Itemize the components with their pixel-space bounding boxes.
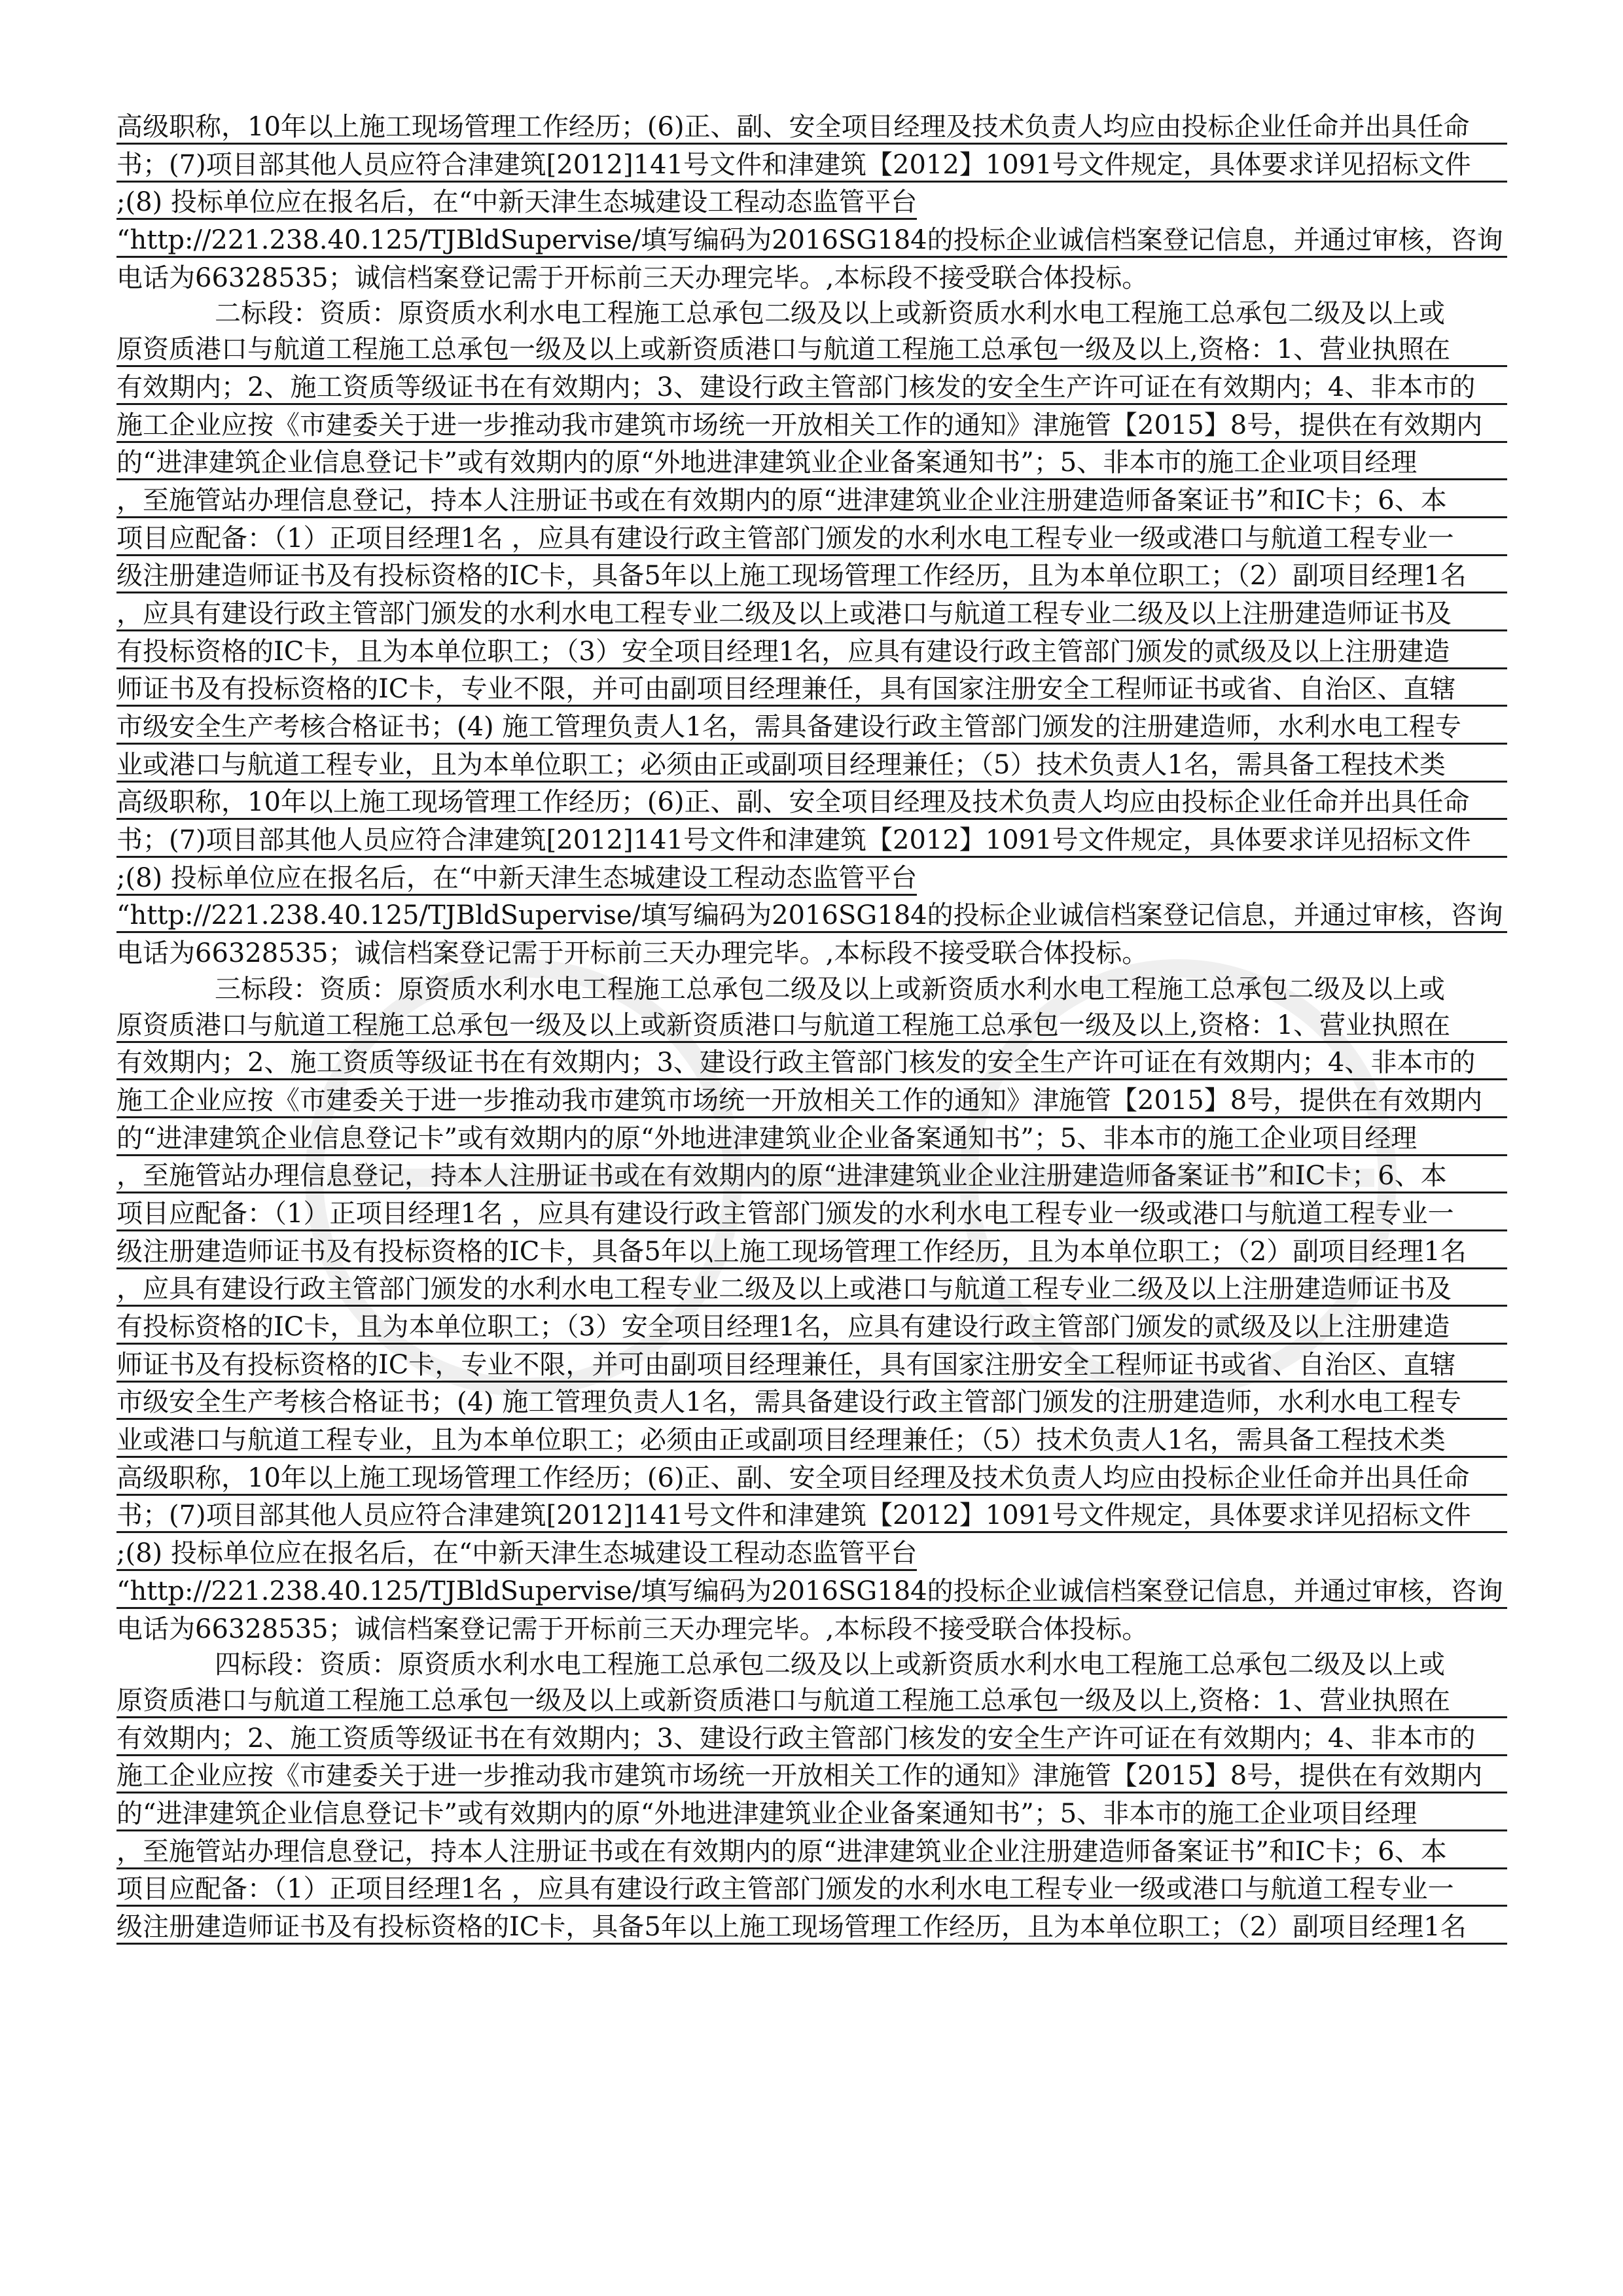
text-underlined: 原资质水利水电工程施工总承包二级及以上或新资质水利水电工程施工总承包二级及以上或 — [398, 298, 1445, 329]
text-line: 施工企业应按《市建委关于进一步推动我市建筑市场统一开放相关工作的通知》津施管【2015】8号，提供在有效期内 — [116, 410, 1507, 443]
text-line: 业或港口与航道工程专业，且为本单位职工；必须由正或副项目经理兼任；（5）技术负责人1名，需具备工程技术类 — [116, 1424, 1507, 1458]
text-line: 有投标资格的IC卡，且为本单位职工；（3）安全项目经理1名，应具有建设行政主管部门颁发的贰级及以上注册建造 — [116, 1311, 1507, 1345]
text-line: 书；(7)项目部其他人员应符合津建筑[2012]141号文件和津建筑【2012】1091号文件规定，具体要求详见招标文件 — [116, 1500, 1507, 1533]
text-line: 有效期内；2、施工资质等级证书在有效期内；3、建设行政主管部门核发的安全生产许可证在有效期内；4、非本市的 — [116, 1723, 1507, 1756]
text-line: 的“进津建筑企业信息登记卡”或有效期内的原“外地进津建筑业企业备案通知书”；5、非本市的施工企业项目经理 — [116, 1123, 1507, 1156]
section-2 — [116, 298, 1507, 969]
text-underlined: 电话为66328535；诚信档案登记需于开标前三天办理完毕。 — [116, 1614, 826, 1645]
text-line: 施工企业应按《市建委关于进一步推动我市建筑市场统一开放相关工作的通知》津施管【2015】8号，提供在有效期内 — [116, 1760, 1507, 1793]
text-line: “http://221.238.40.125/TJBldSupervise/填写编码为2016SG184的投标企业诚信档案登记信息，并通过审核，咨询 — [116, 900, 1507, 933]
text-line: ，至施管站办理信息登记，持本人注册证书或在有效期内的原“进津建筑业企业注册建造师备案证书”和IC卡；6、本 — [116, 1160, 1507, 1193]
text-line: “http://221.238.40.125/TJBldSupervise/填写编码为2016SG184的投标企业诚信档案登记信息，并通过审核，咨询 — [116, 1576, 1507, 1609]
text-line: 高级职称，10年以上施工现场管理工作经历；(6)正、副、安全项目经理及技术负责人均应由投标企业任命并出具任命 — [116, 1462, 1507, 1496]
text-line: ;(8) 投标单位应在报名后，在“中新天津生态城建设工程动态监管平台 — [116, 1538, 917, 1571]
text-line: ，应具有建设行政主管部门颁发的水利水电工程专业二级及以上或港口与航道工程专业二级及以上注册建造师证书及 — [116, 1273, 1507, 1307]
text-line: 项目应配备：（1）正项目经理1名 ，应具有建设行政主管部门颁发的水利水电工程专业一级或港口与航道工程专业一 — [116, 523, 1507, 556]
text-line: ;(8) 投标单位应在报名后，在“中新天津生态城建设工程动态监管平台 — [116, 862, 917, 896]
text-line: 有效期内；2、施工资质等级证书在有效期内；3、建设行政主管部门核发的安全生产许可证在有效期内；4、非本市的 — [116, 372, 1507, 405]
text-line: 书；(7)项目部其他人员应符合津建筑[2012]141号文件和津建筑【2012】1091号文件规定，具体要求详见招标文件 — [116, 149, 1507, 183]
text-line: ，至施管站办理信息登记，持本人注册证书或在有效期内的原“进津建筑业企业注册建造师备案证书”和IC卡；6、本 — [116, 485, 1507, 518]
text-line: 项目应配备：（1）正项目经理1名 ，应具有建设行政主管部门颁发的水利水电工程专业一级或港口与航道工程专业一 — [116, 1198, 1507, 1231]
text-line: ，至施管站办理信息登记，持本人注册证书或在有效期内的原“进津建筑业企业注册建造师备案证书”和IC卡；6、本 — [116, 1836, 1507, 1869]
section-label: 二标段：资质： — [215, 298, 398, 329]
text-line: 有效期内；2、施工资质等级证书在有效期内；3、建设行政主管部门核发的安全生产许可证在有效期内；4、非本市的 — [116, 1047, 1507, 1080]
text-line: 师证书及有投标资格的IC卡，专业不限，并可由副项目经理兼任，具有国家注册安全工程师证书或省、自治区、直辖 — [116, 673, 1507, 707]
text-line: 原资质港口与航道工程施工总承包一级及以上或新资质港口与航道工程施工总承包一级及以上,资格：1、营业执照在 — [116, 1010, 1507, 1043]
text-underlined: 电话为66328535；诚信档案登记需于开标前三天办理完毕。 — [116, 938, 826, 969]
document-page — [116, 111, 1507, 1949]
closing-note: ,本标段不接受联合体投标。 — [825, 938, 1149, 969]
section-label: 三标段：资质： — [215, 974, 398, 1004]
text-line: ，应具有建设行政主管部门颁发的水利水电工程专业二级及以上或港口与航道工程专业二级及以上注册建造师证书及 — [116, 598, 1507, 631]
tender-sections — [116, 298, 1507, 1945]
closing-note: ,本标段不接受联合体投标。 — [825, 1614, 1149, 1644]
continued-section — [116, 111, 1507, 294]
text-line: 师证书及有投标资格的IC卡，专业不限，并可由副项目经理兼任，具有国家注册安全工程师证书或省、自治区、直辖 — [116, 1349, 1507, 1383]
section-3 — [116, 974, 1507, 1645]
text-line: 市级安全生产考核合格证书；(4) 施工管理负责人1名，需具备建设行政主管部门颁发的注册建造师，水利水电工程专 — [116, 1386, 1507, 1420]
text-line: 原资质港口与航道工程施工总承包一级及以上或新资质港口与航道工程施工总承包一级及以上,资格：1、营业执照在 — [116, 1685, 1507, 1718]
text-line: 施工企业应按《市建委关于进一步推动我市建筑市场统一开放相关工作的通知》津施管【2015】8号，提供在有效期内 — [116, 1085, 1507, 1118]
text-line — [116, 938, 1507, 969]
text-line — [116, 298, 1507, 329]
text-line: “http://221.238.40.125/TJBldSupervise/填写编码为2016SG184的投标企业诚信档案登记信息，并通过审核，咨询 — [116, 224, 1507, 258]
text-line: 有投标资格的IC卡，且为本单位职工；（3）安全项目经理1名，应具有建设行政主管部门颁发的贰级及以上注册建造 — [116, 636, 1507, 669]
section-4 — [116, 1649, 1507, 1945]
text-line — [116, 1614, 1507, 1645]
text-underlined: 原资质水利水电工程施工总承包二级及以上或新资质水利水电工程施工总承包二级及以上或 — [398, 974, 1445, 1005]
text-line: 高级职称，10年以上施工现场管理工作经历；(6)正、副、安全项目经理及技术负责人均应由投标企业任命并出具任命 — [116, 111, 1507, 145]
text-line: 项目应配备：（1）正项目经理1名 ，应具有建设行政主管部门颁发的水利水电工程专业一级或港口与航道工程专业一 — [116, 1873, 1507, 1907]
text-underlined: 原资质水利水电工程施工总承包二级及以上或新资质水利水电工程施工总承包二级及以上或 — [398, 1650, 1445, 1680]
text-line — [116, 1649, 1507, 1680]
text-line: 级注册建造师证书及有投标资格的IC卡，具备5年以上施工现场管理工作经历，且为本单位职工；（2）副项目经理1名 — [116, 1911, 1507, 1945]
text-line: 高级职称，10年以上施工现场管理工作经历；(6)正、副、安全项目经理及技术负责人均应由投标企业任命并出具任命 — [116, 786, 1507, 820]
text-underlined: 电话为66328535；诚信档案登记需于开标前三天办理完毕。 — [116, 263, 826, 294]
text-line: ;(8) 投标单位应在报名后，在“中新天津生态城建设工程动态监管平台 — [116, 186, 917, 220]
text-line: 原资质港口与航道工程施工总承包一级及以上或新资质港口与航道工程施工总承包一级及以上,资格：1、营业执照在 — [116, 334, 1507, 367]
text-line: 的“进津建筑企业信息登记卡”或有效期内的原“外地进津建筑业企业备案通知书”；5、非本市的施工企业项目经理 — [116, 447, 1507, 480]
text-line — [116, 974, 1507, 1005]
text-line — [116, 262, 1507, 294]
text-line: 级注册建造师证书及有投标资格的IC卡，具备5年以上施工现场管理工作经历，且为本单位职工；（2）副项目经理1名 — [116, 1236, 1507, 1269]
text-line: 业或港口与航道工程专业，且为本单位职工；必须由正或副项目经理兼任；（5）技术负责人1名，需具备工程技术类 — [116, 749, 1507, 783]
text-line: 书；(7)项目部其他人员应符合津建筑[2012]141号文件和津建筑【2012】1091号文件规定，具体要求详见招标文件 — [116, 824, 1507, 858]
text-line: 市级安全生产考核合格证书；(4) 施工管理负责人1名，需具备建设行政主管部门颁发的注册建造师，水利水电工程专 — [116, 711, 1507, 745]
text-line: 的“进津建筑企业信息登记卡”或有效期内的原“外地进津建筑业企业备案通知书”；5、非本市的施工企业项目经理 — [116, 1798, 1507, 1831]
closing-note: ,本标段不接受联合体投标。 — [825, 262, 1149, 293]
section-label: 四标段：资质： — [215, 1650, 398, 1680]
text-line: 级注册建造师证书及有投标资格的IC卡，具备5年以上施工现场管理工作经历，且为本单位职工；（2）副项目经理1名 — [116, 560, 1507, 593]
